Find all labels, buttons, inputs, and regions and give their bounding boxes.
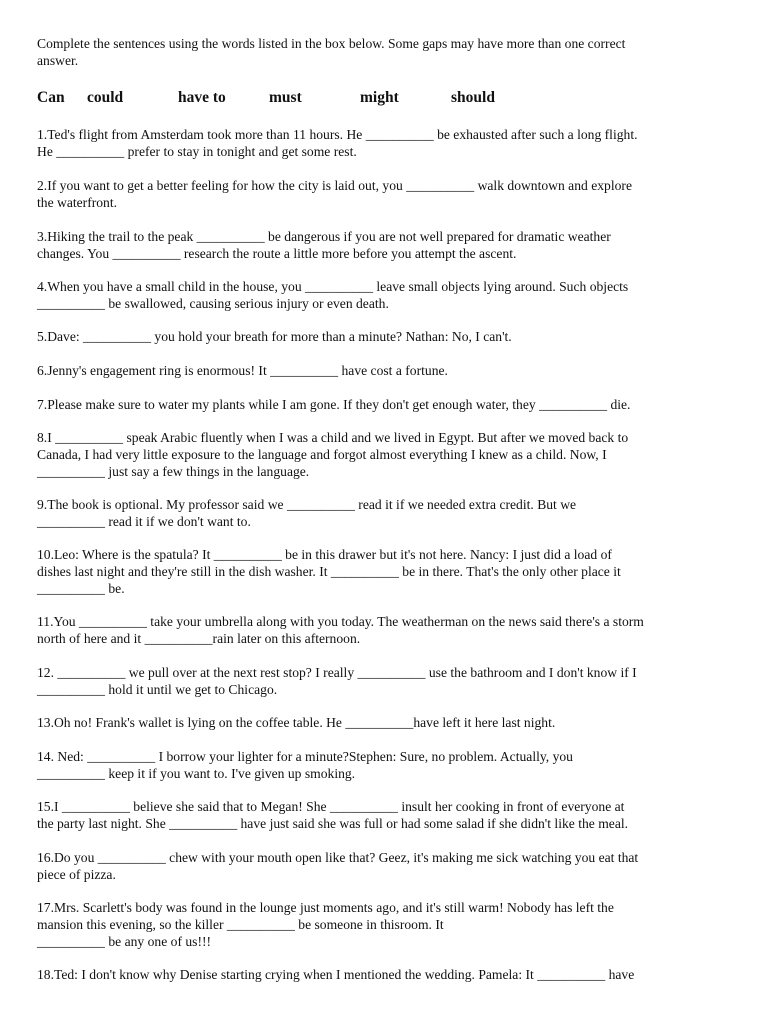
question-line: __________ hold it until we get to Chicago.: [37, 682, 278, 698]
question-6: [37, 362, 737, 379]
question-2: [37, 177, 737, 211]
question-line: __________ be.: [37, 581, 125, 597]
question-9: [37, 496, 737, 530]
word-can: Can: [37, 89, 65, 106]
question-4: [37, 278, 737, 312]
question-line: __________ be any one of us!!!: [37, 934, 212, 950]
question-line: 4.When you have a small child in the house, you __________ leave small objects lying around. Such objects: [37, 279, 629, 294]
question-18: [37, 966, 737, 983]
question-line: the waterfront.: [37, 195, 118, 211]
question-line: 11.You __________ take your umbrella along with you today. The weatherman on the news said there's a storm: [37, 614, 644, 629]
question-line: 17.Mrs. Scarlett's body was found in the lounge just moments ago, and it's still warm! Nobody has left the: [37, 900, 614, 915]
question-line: Canada, I had very little exposure to the language and forgot almost everything I knew as a child. Now, I: [37, 447, 607, 463]
question-1: [37, 126, 737, 160]
question-line: 3.Hiking the trail to the peak __________ be dangerous if you are not well prepared for dramatic weather: [37, 229, 611, 244]
question-3: [37, 228, 737, 262]
question-line: 8.I __________ speak Arabic fluently when I was a child and we lived in Egypt. But after we moved back to: [37, 430, 629, 445]
question-line: piece of pizza.: [37, 867, 116, 883]
question-line: 18.Ted: I don't know why Denise starting crying when I mentioned the wedding. Pamela: It __________ have: [37, 967, 635, 982]
instructions-line: answer.: [37, 53, 79, 68]
question-7: [37, 396, 737, 413]
word-should: should: [451, 89, 495, 106]
question-13: [37, 714, 737, 731]
question-line: 7.Please make sure to water my plants while I am gone. If they don't get enough water, they __________ die.: [37, 397, 631, 412]
question-line: mansion this evening, so the killer __________ be someone in thisroom. It: [37, 917, 444, 933]
question-line: changes. You __________ research the route a little more before you attempt the ascent.: [37, 246, 517, 262]
question-5: [37, 328, 737, 345]
question-line: 1.Ted's flight from Amsterdam took more than 11 hours. He __________ be exhausted after such a long flight.: [37, 127, 638, 142]
instructions-line: Complete the sentences using the words listed in the box below. Some gaps may have more than one correct: [37, 36, 626, 51]
worksheet-page: [37, 0, 737, 1024]
word-might: might: [360, 89, 399, 106]
word-have-to: have to: [178, 89, 226, 106]
question-line: 9.The book is optional. My professor said we __________ read it if we needed extra credit. But we: [37, 497, 577, 512]
question-line: 15.I __________ believe she said that to Megan! She __________ insult her cooking in front of everyone at: [37, 799, 625, 814]
instructions: [37, 35, 737, 69]
question-line: the party last night. She __________ have just said she was full or had some salad if she didn't like the meal.: [37, 816, 629, 832]
question-line: __________ just say a few things in the language.: [37, 464, 310, 480]
question-8: [37, 429, 737, 481]
question-line: north of here and it __________rain later on this afternoon.: [37, 631, 361, 647]
question-line: 6.Jenny's engagement ring is enormous! It __________ have cost a fortune.: [37, 363, 448, 378]
question-line: 16.Do you __________ chew with your mouth open like that? Geez, it's making me sick watching you eat that: [37, 850, 639, 865]
question-11: [37, 613, 737, 647]
question-14: [37, 748, 737, 782]
word-could: could: [87, 89, 124, 106]
question-10: [37, 546, 737, 598]
question-line: 5.Dave: __________ you hold your breath for more than a minute? Nathan: No, I can't.: [37, 329, 512, 344]
question-17: [37, 899, 737, 951]
question-16: [37, 849, 737, 883]
question-line: __________ read it if we don't want to.: [37, 514, 251, 530]
question-line: 14. Ned: __________ I borrow your lighter for a minute?Stephen: Sure, no problem. Actually, you: [37, 749, 573, 764]
word-must: must: [269, 89, 302, 106]
question-line: 2.If you want to get a better feeling for how the city is laid out, you __________ walk downtown and explore: [37, 178, 632, 193]
question-12: [37, 664, 737, 698]
question-line: __________ keep it if you want to. I've given up smoking.: [37, 766, 356, 782]
question-line: 13.Oh no! Frank's wallet is lying on the coffee table. He __________have left it here last night.: [37, 715, 556, 730]
question-line: 10.Leo: Where is the spatula? It __________ be in this drawer but it's not here. Nancy: I just did a load of: [37, 547, 612, 562]
question-line: __________ be swallowed, causing serious injury or even death.: [37, 296, 389, 312]
question-line: dishes last night and they're still in the dish washer. It __________ be in there. That's the only other place it: [37, 564, 621, 580]
question-line: 12. __________ we pull over at the next rest stop? I really __________ use the bathroom and I don't know if I: [37, 665, 637, 680]
question-line: He __________ prefer to stay in tonight and get some rest.: [37, 144, 357, 160]
question-15: [37, 798, 737, 832]
